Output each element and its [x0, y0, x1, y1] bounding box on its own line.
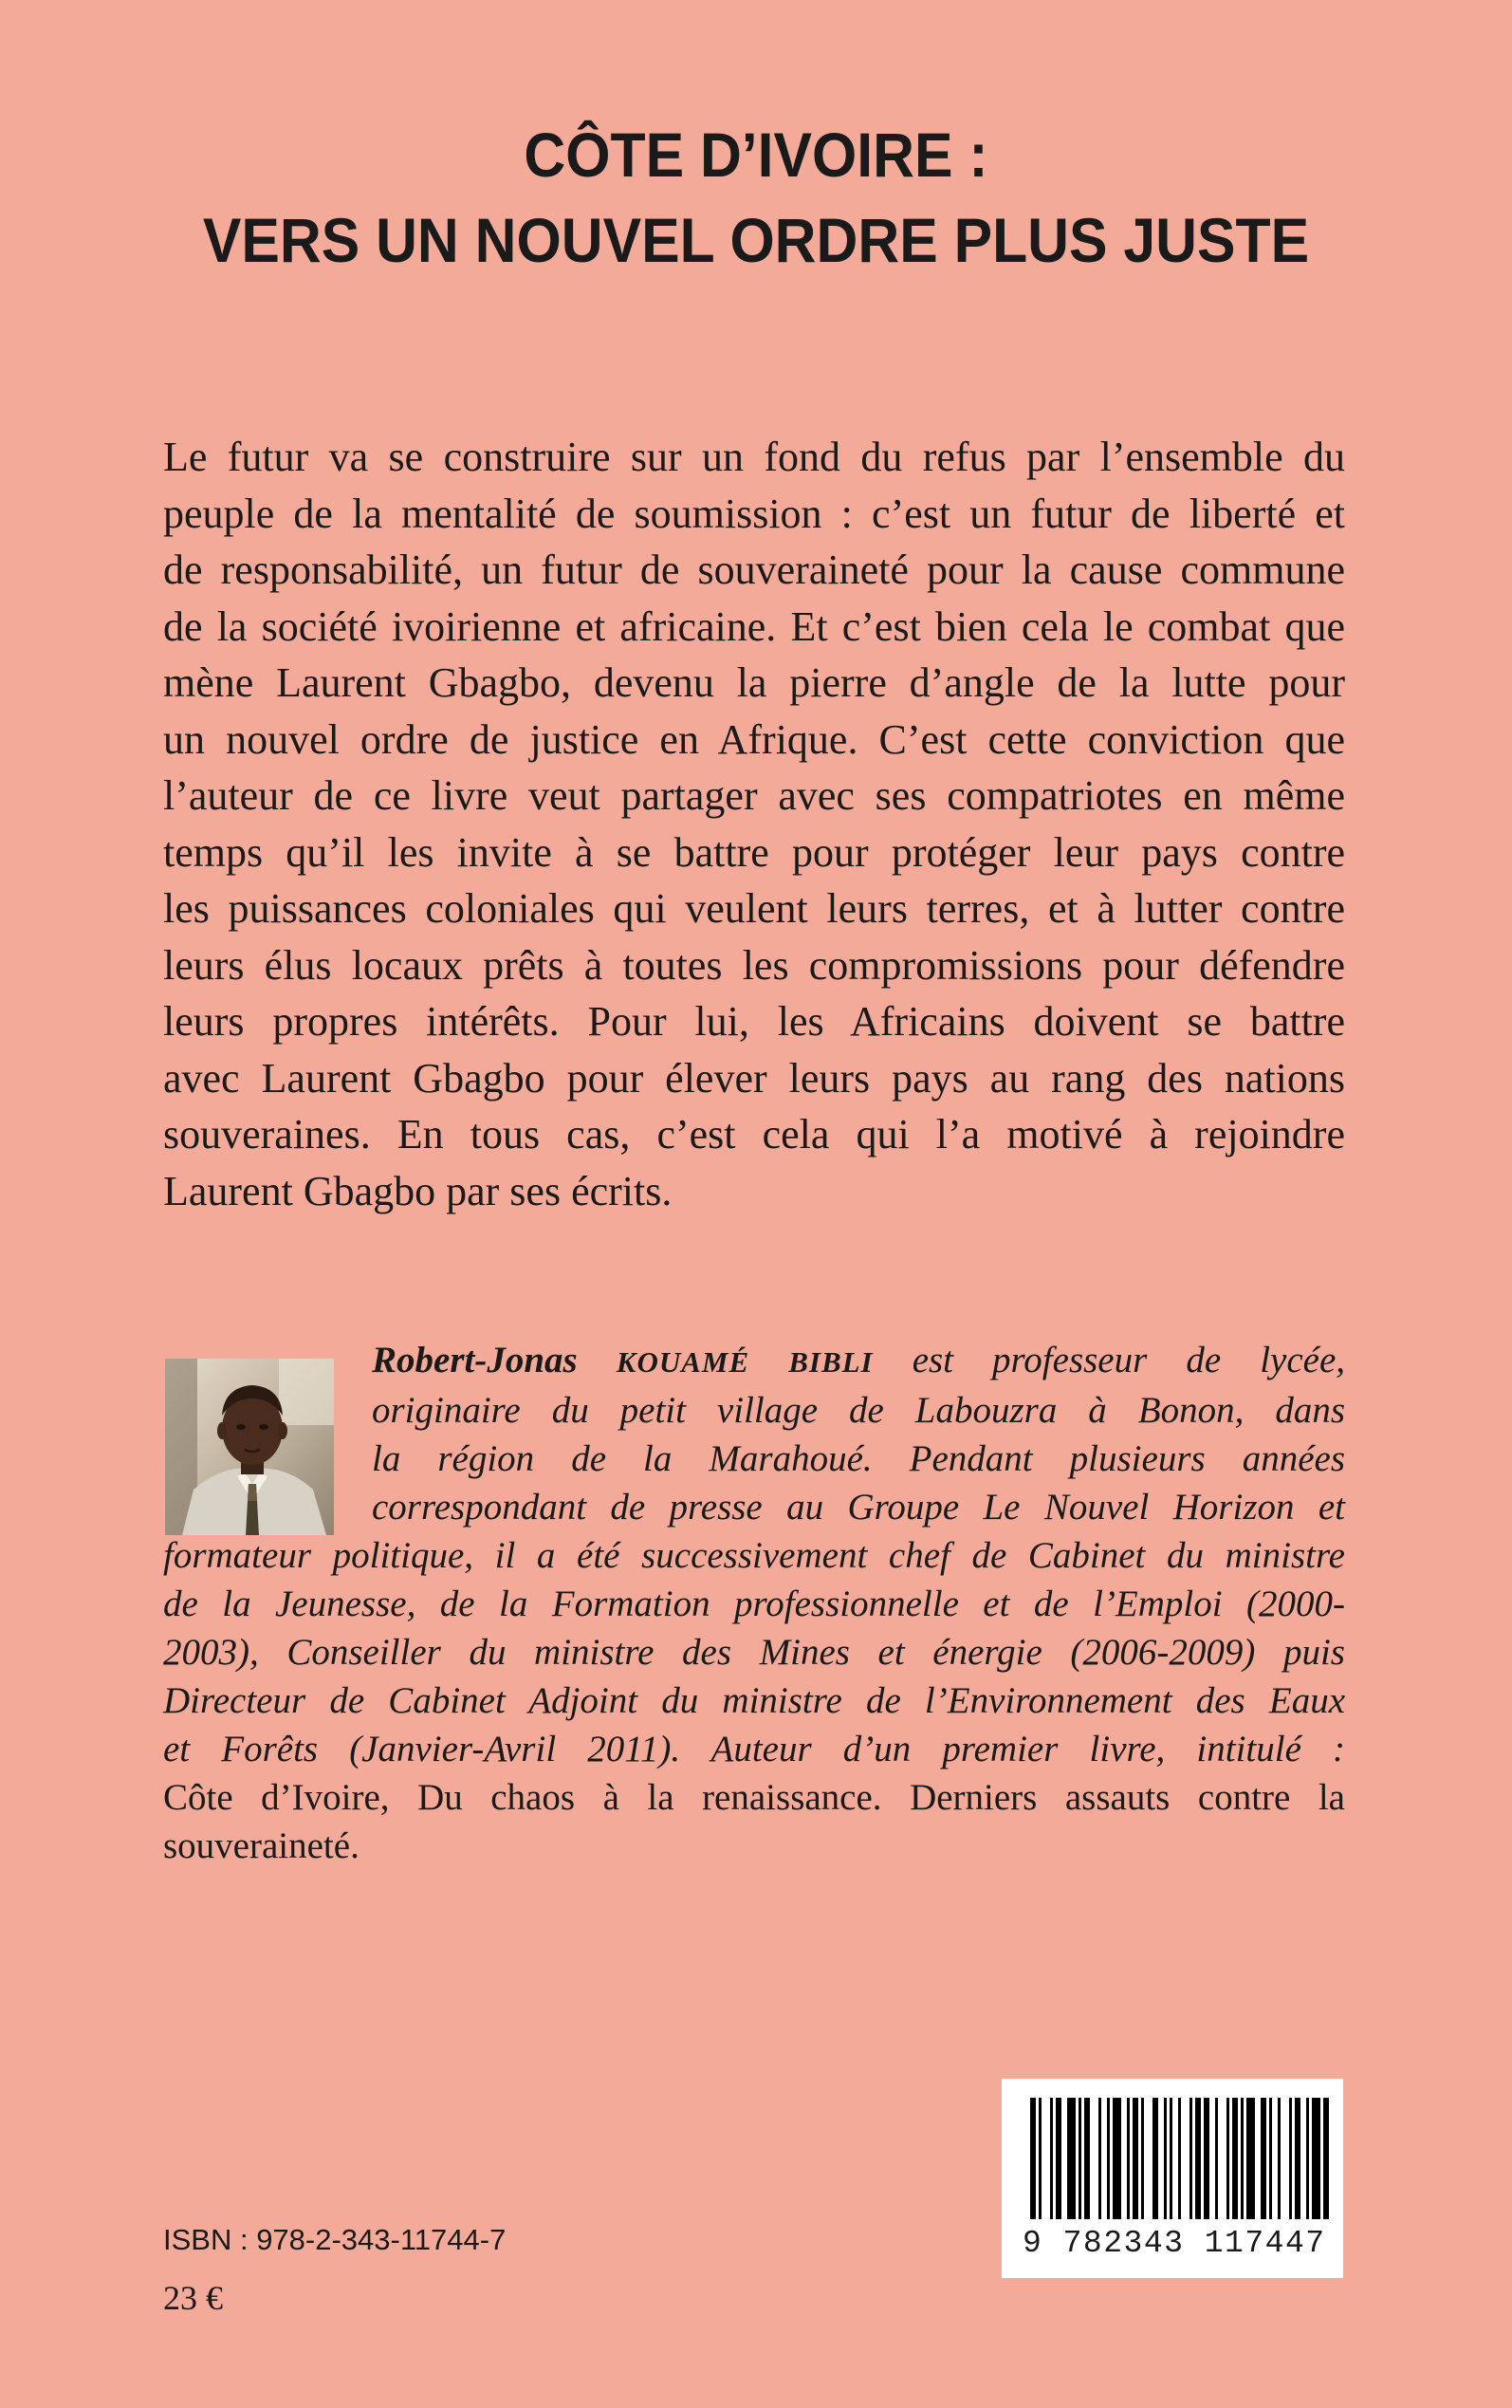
- previous-book-title-line: Côte d’Ivoire, Du chaos à la renaissance. Derniers assauts contre la: [163, 1777, 1345, 1818]
- author-bio-line: originaire du petit village de Labouzra à Bonon, dans: [372, 1390, 1345, 1431]
- author-bio-line: la région de la Marahoué. Pendant plusieurs années: [372, 1438, 1345, 1479]
- blurb-line: peuple de la mentalité de soumission : c’est un futur de liberté et: [163, 490, 1345, 537]
- barcode-bar: [1261, 2098, 1266, 2219]
- barcode-bar: [1306, 2098, 1309, 2219]
- author-bio-text: est professeur de lycée,: [912, 1340, 1346, 1380]
- author-bio: [163, 1336, 1345, 1870]
- barcode-bar: [1141, 2098, 1144, 2219]
- barcode-digits: 9 782343 117447: [1023, 2226, 1326, 2261]
- blurb-line: un nouvel ordre de justice en Afrique. C’est cette conviction que: [163, 715, 1345, 763]
- barcode-bar: [1050, 2098, 1053, 2219]
- blurb-line: de la société ivoirienne et africaine. Et c’est bien cela le combat que: [163, 602, 1345, 650]
- barcode-bar: [1133, 2098, 1138, 2219]
- blurb-line: leurs propres intérêts. Pour lui, les Africains doivent se battre: [163, 998, 1345, 1045]
- barcode-bar: [1295, 2098, 1300, 2219]
- author-bio-line: formateur politique, il a été successivement chef de Cabinet du ministre: [163, 1535, 1345, 1576]
- blurb-paragraph: [163, 429, 1345, 1219]
- author-bio-line: de la Jeunesse, de la Formation professionnelle et de l’Emploi (2000-: [163, 1584, 1345, 1624]
- author-bio-line: 2003), Conseiller du ministre des Mines et énergie (2006-2009) puis: [163, 1632, 1345, 1673]
- barcode-bar: [1246, 2098, 1255, 2219]
- barcode-bar: [1127, 2098, 1130, 2219]
- blurb-line: mène Laurent Gbagbo, devenu la pierre d’angle de la lutte pour: [163, 659, 1345, 706]
- barcode-bar: [1232, 2098, 1238, 2219]
- previous-book-title-line: souveraineté.: [163, 1825, 360, 1866]
- blurb-line: souveraines. En tous cas, c’est cela qui l’a motivé à rejoindre: [163, 1111, 1345, 1158]
- blurb-line: Le futur va se construire sur un fond du refus par l’ensemble du: [163, 434, 1345, 480]
- blurb-line: les puissances coloniales qui veulent leurs terres, et à lutter contre: [163, 885, 1345, 932]
- author-bio-line: et Forêts (Janvier-Avril 2011). Auteur d’un premier livre, intitulé :: [163, 1729, 1345, 1769]
- barcode-bar: [1226, 2098, 1229, 2219]
- title-line-2: VERS UN NOUVEL ORDRE PLUS JUSTE: [202, 205, 1310, 275]
- barcode-bar: [1215, 2098, 1218, 2219]
- barcode-bar: [1195, 2098, 1201, 2219]
- isbn-number: ISBN : 978-2-343-11744-7: [163, 2223, 507, 2256]
- barcode-bar: [1164, 2098, 1167, 2219]
- blurb-line: de responsabilité, un futur de souveraineté pour la cause commune: [163, 546, 1345, 593]
- author-bio-line: [163, 1336, 1345, 1386]
- author-surname-1: KOUAMÉ: [616, 1345, 750, 1379]
- barcode-bar: [1204, 2098, 1209, 2219]
- barcode-bar: [1269, 2098, 1272, 2219]
- barcode-bar: [1030, 2098, 1036, 2219]
- barcode-bar: [1152, 2098, 1158, 2219]
- blurb-line: leurs élus locaux prêts à toutes les compromissions pour défendre: [163, 941, 1345, 989]
- author-surname-2: BIBLI: [788, 1345, 874, 1379]
- blurb-line: avec Laurent Gbagbo pour élever leurs pays au rang des nations: [163, 1054, 1345, 1102]
- barcode-bar: [1278, 2098, 1281, 2219]
- barcode-bar: [1178, 2098, 1181, 2219]
- barcode-bar: [1056, 2098, 1061, 2219]
- author-first-name: Robert-Jonas: [372, 1340, 578, 1380]
- barcode-bar: [1084, 2098, 1090, 2219]
- title-line-1: CÔTE D’IVOIRE :: [524, 120, 988, 190]
- barcode-bar: [1107, 2098, 1110, 2219]
- blurb-line: l’auteur de ce livre veut partager avec ses compatriotes en même: [163, 772, 1345, 819]
- barcode-bar: [1241, 2098, 1244, 2219]
- isbn-barcode: [1002, 2079, 1343, 2278]
- author-bio-line: Directeur de Cabinet Adjoint du ministre de l’Environnement des Eaux: [163, 1680, 1345, 1721]
- barcode-bars: [1002, 2079, 1343, 2231]
- price: 23 €: [163, 2279, 223, 2317]
- barcode-bar: [1323, 2098, 1329, 2219]
- barcode-bar: [1289, 2098, 1292, 2219]
- book-title: [61, 112, 1451, 283]
- blurb-line: Laurent Gbagbo par ses écrits.: [163, 1167, 673, 1214]
- barcode-bar: [1113, 2098, 1121, 2219]
- barcode-bar: [1079, 2098, 1081, 2219]
- author-bio-line: correspondant de presse au Groupe Le Nouvel Horizon et: [372, 1487, 1345, 1528]
- barcode-bar: [1189, 2098, 1192, 2219]
- barcode-bar: [1312, 2098, 1320, 2219]
- barcode-bar: [1098, 2098, 1101, 2219]
- barcode-bar: [1170, 2098, 1172, 2219]
- barcode-bar: [1039, 2098, 1042, 2219]
- barcode-bar: [1067, 2098, 1076, 2219]
- blurb-line: temps qu’il les invite à se battre pour protéger leur pays contre: [163, 828, 1345, 876]
